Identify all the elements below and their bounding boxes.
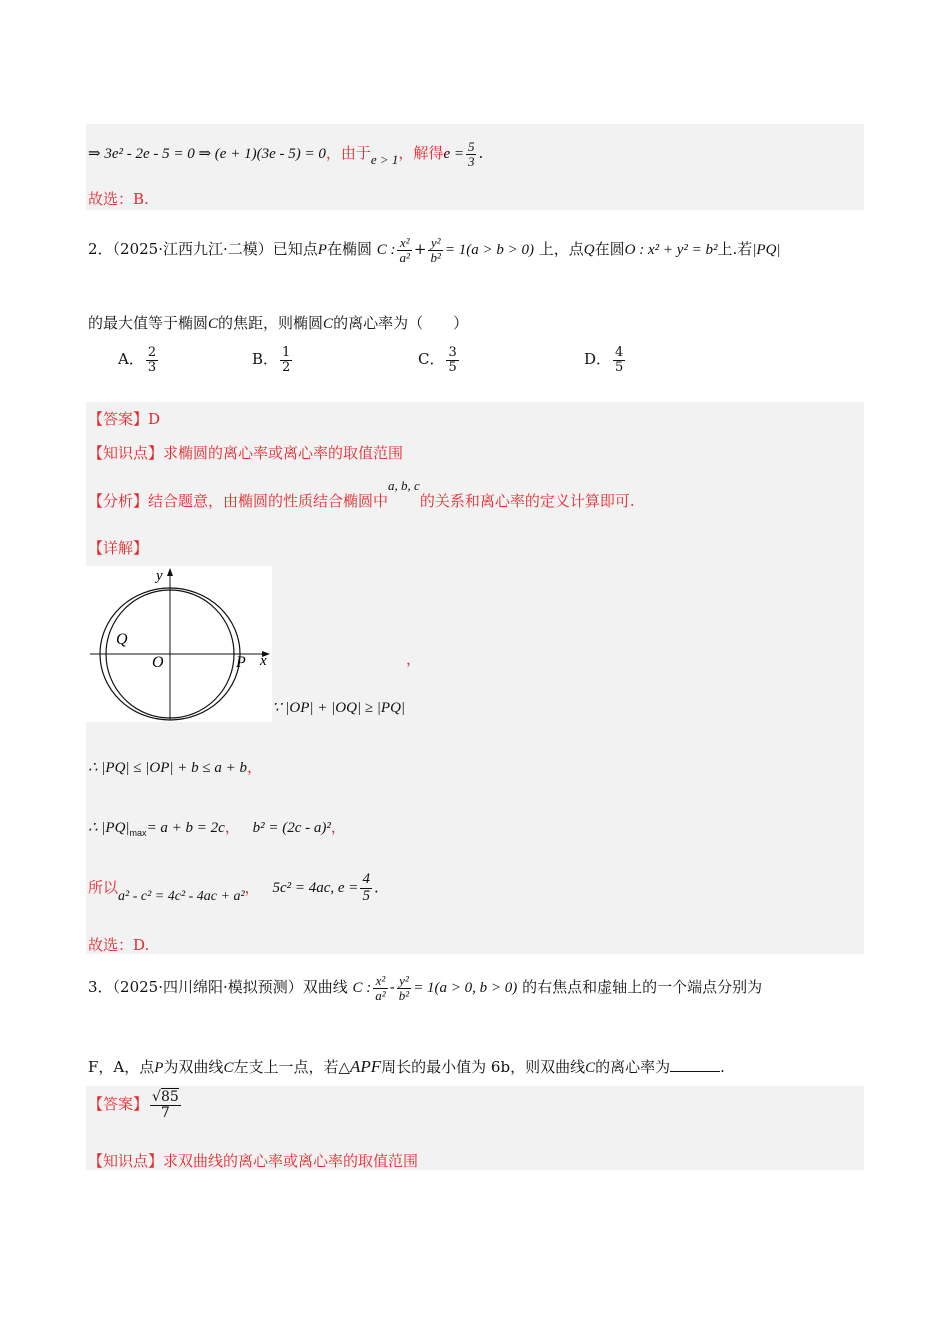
sol2-kp (88, 442, 403, 463)
fig-x: x (260, 653, 267, 669)
hy2: y² (397, 974, 411, 989)
step3-den: 5 (362, 887, 370, 904)
q3-l2f: . (720, 1058, 725, 1076)
ellipse-frac-y (428, 236, 442, 264)
eq-prefix: ⇒ 3e² - 2e - 5 = 0 ⇒ (e + 1)(3e - 5) = 0 (88, 146, 326, 163)
sol3-root: 85 (160, 1089, 179, 1105)
end-period: . (478, 144, 484, 163)
hx2: x² (373, 974, 387, 989)
kp-text-3: 求双曲线的离心率或离心率的取值范围 (163, 1152, 419, 1170)
step3-num: 4 (362, 871, 370, 887)
option-a-label: A． (118, 350, 144, 369)
hyperbola-frac-y (397, 974, 411, 1002)
q3-APF: APF (350, 1057, 382, 1076)
option-d-label: D． (584, 350, 612, 369)
e-num: 5 (467, 139, 475, 154)
q2-l2c: 的离心率为（ ） (333, 314, 469, 332)
sol2-analysis (88, 478, 635, 511)
q3-intro: 3．（2025·四川绵阳·模拟预测）双曲线 (88, 978, 348, 997)
a2: a² (399, 249, 410, 265)
pq-abs: |PQ| (752, 242, 781, 259)
q3-C2: C (585, 1060, 596, 1076)
step3-a: 所以 (88, 878, 119, 897)
q2-if: 上.若 (717, 240, 753, 259)
e-eq: e = (443, 146, 464, 163)
circle-eq: O : x² + y² = b² (624, 242, 718, 259)
ha2: a² (375, 987, 386, 1003)
step3-d: 5c² = 4ac, e = (272, 880, 359, 897)
b2: b² (430, 249, 441, 265)
answer-value: D (148, 410, 161, 428)
analysis-a: 结合题意，由椭圆的性质结合椭圆中 (148, 492, 389, 510)
q2-l2b: 的焦距，则椭圆 (218, 314, 324, 332)
option-b-num: 1 (282, 345, 291, 360)
plus: + (413, 240, 427, 259)
hyperbola-cond: = 1(a > 0, b > 0) (413, 980, 518, 997)
q2-line-1 (88, 236, 781, 264)
sol3-num: √85 (152, 1089, 179, 1105)
ellipse-figure (86, 566, 272, 722)
q3-P: P (154, 1060, 164, 1076)
ellipse-c: C : (376, 242, 396, 259)
step2-d: b² = (2c - a)² (252, 820, 331, 836)
step2-a: ∴ |PQ| (88, 820, 130, 836)
option-a (118, 346, 160, 374)
eq-line (88, 140, 483, 168)
q3-line-2 (88, 1056, 725, 1077)
option-d-frac (613, 346, 625, 374)
option-a-den: 3 (147, 359, 157, 375)
q3-l2d: 周长的最小值为 6b，则双曲线 (381, 1058, 586, 1076)
sol2-step-2 (88, 816, 346, 837)
step1-comma: ， (247, 758, 263, 776)
fig-O: O (152, 654, 164, 671)
ellipse-svg (86, 566, 272, 722)
sol3-frac (150, 1090, 181, 1120)
sol2-answer-line: 故选：D. (88, 936, 150, 954)
sol3-answer (88, 1090, 183, 1120)
sol3-den: 7 (160, 1104, 170, 1121)
step2-b: = a + b = 2c (146, 820, 225, 836)
condition: e > 1 (370, 152, 399, 168)
option-c-frac (446, 346, 458, 374)
q3-l2e: 的离心率为 (595, 1058, 671, 1076)
red-text: ，由于 (325, 144, 371, 163)
q2-on-ellipse: 在椭圆 (326, 240, 372, 259)
sol2-step-1 (88, 756, 262, 777)
e-den: 3 (467, 153, 475, 169)
kp-tag: 【知识点】 (88, 444, 164, 462)
hyperbola-c: C : (352, 980, 372, 997)
sol2-detail-tag: 【详解】 (88, 539, 149, 557)
step3-frac (360, 872, 372, 905)
sol2-answer (88, 408, 160, 429)
step1-eq: ∴ |PQ| ≤ |OP| + b ≤ a + b (88, 760, 247, 776)
sol3-kp (88, 1150, 418, 1171)
option-c-den: 5 (448, 359, 457, 375)
option-d-den: 5 (615, 359, 624, 375)
step2-comma-2: ， (330, 818, 346, 836)
hb2: b² (398, 987, 410, 1003)
step2-comma: ， (224, 818, 240, 836)
q3-after: 的右焦点和虚轴上的一个端点分别为 (522, 978, 763, 997)
hyperbola-frac-x (373, 974, 387, 1002)
because-line: ∵ |OP| + |OQ| ≥ |PQ| (272, 700, 406, 716)
kp-text: 求椭圆的离心率或离心率的取值范围 (163, 444, 404, 462)
answer-tag-3: 【答案】 (88, 1095, 149, 1114)
abc: a, b, c (388, 478, 420, 493)
option-c-label: C． (418, 350, 445, 369)
answer-line-1: 故选：B. (88, 190, 149, 208)
y-axis-arrow-icon (167, 568, 173, 576)
minus: - (389, 978, 395, 997)
q2-on-circle: 在圆 (594, 240, 625, 259)
q3-l2a: F，A，点 (88, 1058, 155, 1076)
kp-tag-3: 【知识点】 (88, 1152, 164, 1170)
q2-line-2 (88, 312, 468, 333)
x2: x² (397, 236, 411, 251)
q2-l2a: 的最大值等于椭圆 (88, 314, 209, 332)
option-c (418, 346, 461, 374)
q2-C2: C (323, 316, 334, 332)
ellipse-cond: = 1(a > b > 0) (444, 242, 534, 259)
step3-b: a² - c² = 4c² - 4ac + a² (118, 889, 245, 905)
q2-P: P (317, 242, 327, 259)
red-text-2: ，解得 (398, 144, 444, 163)
q3-C1: C (223, 1060, 234, 1076)
q2-Q: Q (583, 242, 595, 259)
e-fraction (466, 140, 477, 168)
q2-on: 上，点 (538, 240, 584, 259)
ellipse-frac-x (397, 236, 411, 264)
step3-end: . (373, 878, 379, 897)
option-a-frac (146, 346, 158, 374)
option-c-num: 3 (448, 345, 457, 360)
step3-comma: ， (244, 878, 260, 897)
q3-l2c: 左支上一点，若△ (233, 1058, 350, 1076)
q2-intro: 2．（2025·江西九江·二模）已知点 (88, 240, 318, 259)
option-a-num: 2 (147, 345, 157, 360)
fig-comma: ， (406, 650, 422, 668)
answer-blank (670, 1059, 720, 1072)
option-b (252, 346, 294, 374)
answer-tag: 【答案】 (88, 410, 149, 428)
q3-l2b: 为双曲线 (163, 1058, 224, 1076)
option-b-label: B． (252, 350, 279, 369)
option-b-frac (280, 346, 292, 374)
step2-sub: max (129, 828, 147, 838)
analysis-tag: 【分析】 (88, 492, 149, 510)
q3-line-1 (88, 974, 762, 1002)
sol2-step-3 (88, 872, 379, 905)
option-d (584, 346, 627, 374)
analysis-b: 的关系和离心率的定义计算即可. (419, 492, 635, 510)
y2: y² (428, 236, 442, 251)
q2-C1: C (208, 316, 219, 332)
option-b-den: 2 (282, 359, 291, 375)
fig-Q: Q (116, 631, 128, 648)
fig-P: P (236, 654, 246, 671)
option-d-num: 4 (615, 345, 624, 360)
fig-y: y (156, 568, 163, 584)
